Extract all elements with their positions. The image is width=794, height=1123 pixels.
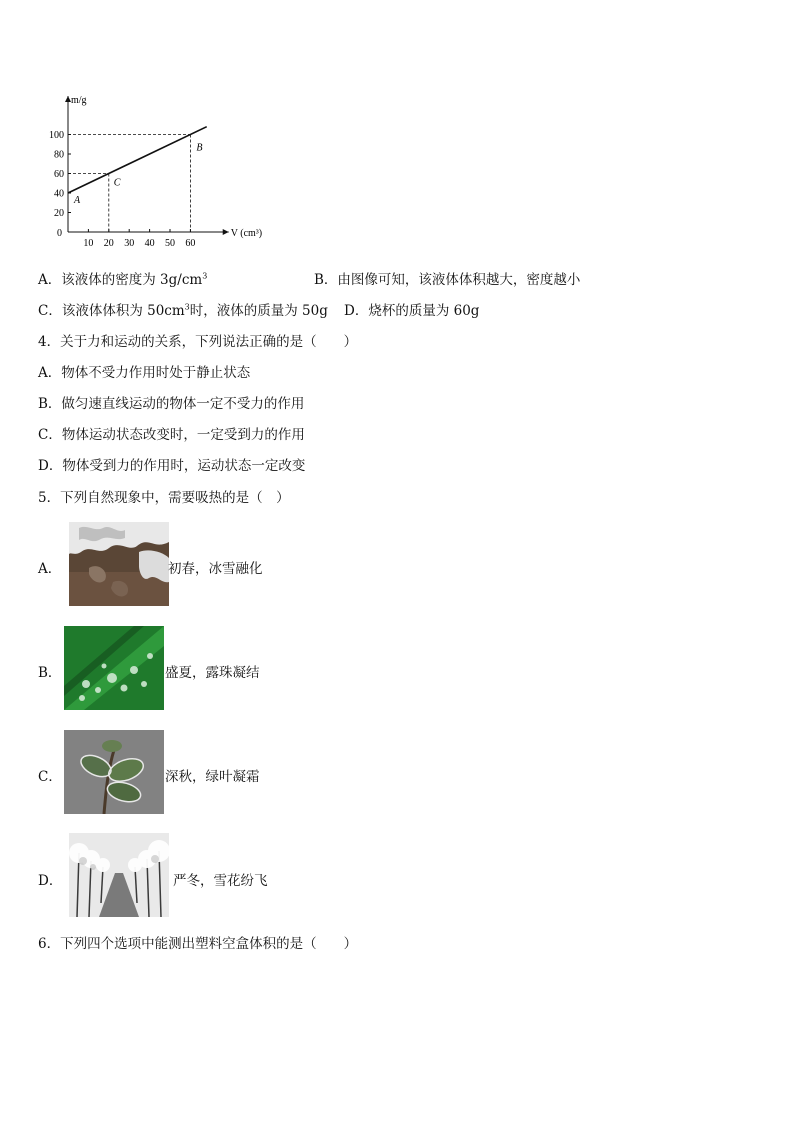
y-tick-label: 80 [54,149,64,161]
q3-option-c-text-end: 时，液体的质量为 50g [189,303,328,319]
melting-snow-image [69,522,169,606]
q5-option-a-caption: 初春，冰雪融化 [168,561,263,577]
q5-option-d-label: D． [38,873,63,889]
point-label-c: C [113,177,121,189]
x-tick-label: 20 [103,238,114,248]
q4-option-c: C．物体运动状态改变时，一定受到力的作用 [38,427,305,443]
dew-leaf-image [64,626,164,710]
q3-option-a-text: A．该液体的密度为 3g/cm [38,272,203,288]
point-label-a: A [74,195,81,206]
y-tick-label: 20 [54,208,64,219]
x-axis-label: V (cm³) [230,228,263,239]
q4-option-b: B．做匀速直线运动的物体一定不受力的作用 [38,396,305,412]
q5-option-b-caption: 盛夏，露珠凝结 [165,665,260,681]
q4-option-a: A．物体不受力作用时处于静止状态 [38,365,251,381]
snowy-trees-image [69,833,169,917]
q3-option-d: D．烧杯的质量为 60g [344,303,480,319]
q3-option-a-sup: 3 [202,271,208,281]
y-tick-label: 60 [54,169,64,180]
q3-option-c-sup: 3 [184,302,190,312]
q3-option-b: B．由图像可知，该液体体积越大，密度越小 [314,272,581,288]
x-tick-label: 50 [165,238,175,248]
x-tick-label: 40 [144,238,155,248]
origin-label: 0 [57,228,62,239]
q6-stem: 6．下列四个选项中能测出塑料空盒体积的是（ ） [38,936,358,952]
q5-option-d-caption: 严冬，雪花纷飞 [173,873,268,889]
q5-stem: 5．下列自然现象中，需要吸热的是（ ） [38,490,290,506]
q5-option-b-label: B． [38,665,62,681]
q3-option-c [38,302,328,320]
q3-option-a [38,271,207,289]
x-tick-label: 60 [185,238,196,248]
point-label-b: B [196,142,203,154]
y-axis-label: m/g [71,95,87,106]
q5-option-a-label: A． [38,561,62,577]
q4-stem: 4．关于力和运动的关系，下列说法正确的是（ ） [38,334,358,350]
series-line [68,127,207,193]
y-tick-label: 40 [54,188,64,200]
q4-option-d: D．物体受到力的作用时，运动状态一定改变 [38,458,306,474]
x-tick-label: 10 [83,238,94,248]
x-axis-arrow [223,229,229,235]
q5-option-c-label: C． [38,769,62,785]
mass-volume-chart [36,88,276,248]
q5-option-c-caption: 深秋，绿叶凝霜 [165,769,260,785]
q3-option-c-text: C．该液体体积为 50cm [38,303,185,319]
y-tick-label: 100 [49,130,64,141]
x-tick-label: 30 [124,238,135,248]
frost-leaves-image [64,730,164,814]
